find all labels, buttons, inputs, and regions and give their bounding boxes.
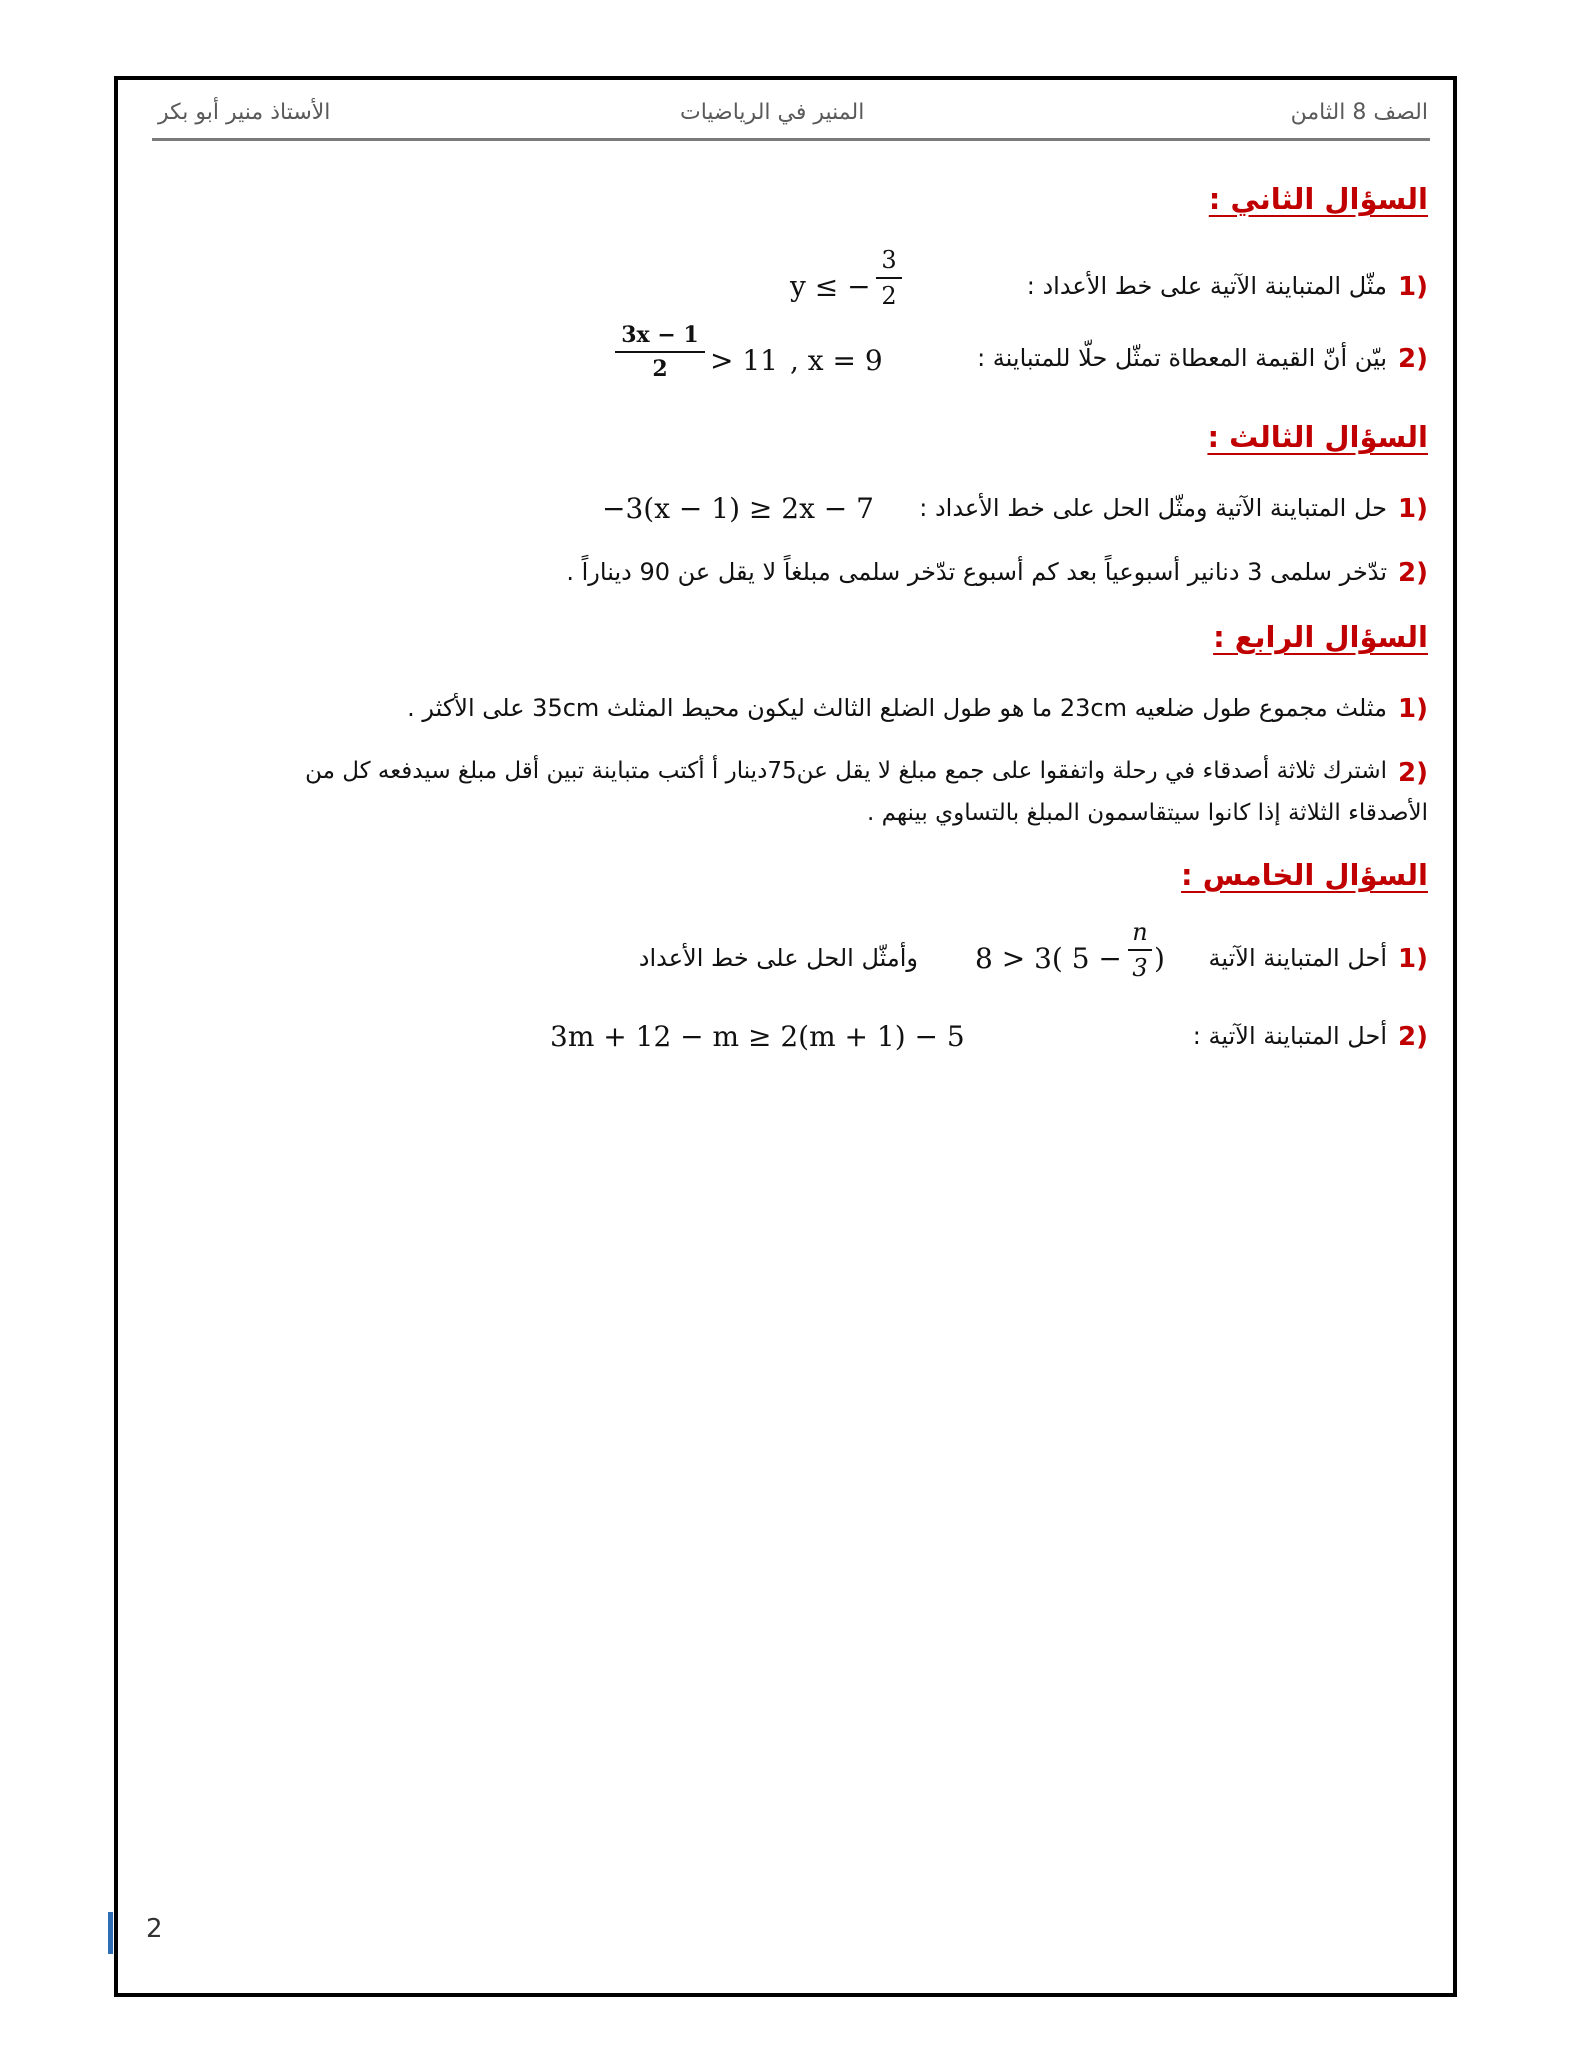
q2-item1-frac-num: 3 (881, 246, 897, 274)
q5-item1-text-a: أحل المتباينة الآتية (1208, 944, 1387, 972)
q2-item2-number: 2) (1398, 344, 1428, 374)
q3-item1-text: حل المتباينة الآتية ومثّل الحل على خط الأعداد : (919, 494, 1387, 522)
q2-item2-frac-den: 2 (652, 356, 668, 382)
q3-heading: السؤال الثالث : (1207, 420, 1428, 454)
q5-item1-text-b: وأمثّل الحل على خط الأعداد (638, 944, 918, 972)
header-rule (152, 138, 1430, 141)
q4-item2-line1: اشترك ثلاثة أصدقاء في رحلة واتفقوا على جمع مبلغ لا يقل عن75دينار أ أكتب متباينة تبين أقل مبلغ سيدفعه كل من (305, 758, 1387, 784)
q4-item2-line2: الأصدقاء الثلاثة إذا كانوا سيتقاسمون المبلغ بالتساوي بينهم . (867, 800, 1428, 826)
q4-item1-number: 1) (1398, 694, 1428, 724)
page-number-marker (108, 1912, 113, 1954)
q4-heading: السؤال الرابع : (1213, 620, 1428, 654)
q3-item2-number: 2) (1398, 558, 1428, 588)
q5-item1-number: 1) (1398, 944, 1428, 974)
q2-heading: السؤال الثاني : (1208, 182, 1428, 216)
q2-item1-number: 1) (1398, 272, 1428, 302)
q2-item2-frac-num: 3x − 1 (621, 322, 699, 348)
q5-item2-number: 2) (1398, 1022, 1428, 1052)
q4-item2-number: 2) (1398, 758, 1428, 788)
q5-item1-frac-num: n (1132, 918, 1148, 946)
q2-item1-frac-den: 2 (881, 282, 897, 310)
fraction-bar (876, 277, 902, 279)
q2-item2-text: بيّن أنّ القيمة المعطاة تمثّل حلّا للمتباينة : (977, 344, 1387, 372)
q2-item1-fraction (876, 246, 902, 310)
q3-item1-math: −3(x − 1) ≥ 2x − 7 (602, 492, 874, 525)
q2-item1-math: y ≤ − (790, 270, 871, 303)
header-grade: الصف 8 الثامن (1290, 100, 1428, 125)
page-number: 2 (146, 1914, 163, 1944)
q2-item2-inequality: > 11 (710, 344, 778, 377)
fraction-bar (615, 351, 705, 353)
q5-item1-math-a: 8 > 3( 5 − (975, 942, 1122, 975)
q2-item2-value: , x = 9 (790, 344, 883, 377)
q2-item1-text: مثّل المتباينة الآتية على خط الأعداد : (1026, 272, 1387, 300)
header-title: المنير في الرياضيات (680, 100, 865, 125)
q5-item1-fraction (1128, 918, 1152, 982)
q3-item2-text: تدّخر سلمى 3 دنانير أسبوعياً بعد كم أسبوع تدّخر سلمى مبلغاً لا يقل عن 90 ديناراً . (566, 558, 1387, 586)
q2-item2-fraction (615, 322, 705, 382)
fraction-bar (1128, 949, 1152, 951)
q5-item2-math: 3m + 12 − m ≥ 2(m + 1) − 5 (550, 1020, 965, 1053)
q5-item1-math-b: ) (1154, 942, 1165, 975)
q5-heading: السؤال الخامس : (1181, 858, 1428, 892)
q3-item1-number: 1) (1398, 494, 1428, 524)
q5-item1-frac-den: 3 (1132, 954, 1148, 982)
q4-item1-text: مثلث مجموع طول ضلعيه 23cm ما هو طول الضلع الثالث ليكون محيط المثلث 35cm على الأكثر . (407, 694, 1387, 722)
header-teacher: الأستاذ منير أبو بكر (158, 100, 331, 125)
q5-item2-text: أحل المتباينة الآتية : (1192, 1022, 1387, 1050)
